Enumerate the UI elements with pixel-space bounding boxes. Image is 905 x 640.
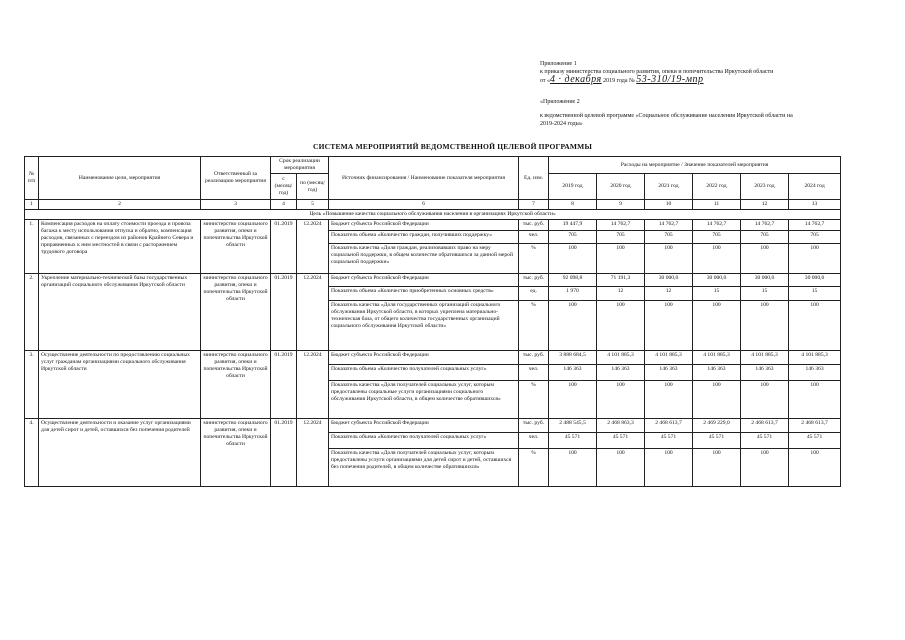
measure-source: Показатель объема «Количество приобретенных основных средств» [329,287,519,301]
measure-value: 705 [741,231,789,244]
measure-unit: % [519,301,549,351]
measure-term-to: 12.2024 [297,274,329,351]
measure-value: 71 191,3 [597,274,645,287]
header-year-2022: 2022 год [693,174,741,200]
measure-source: Показатель качества «Доля государственных организаций социального обслуживания Иркутской области, в которых укреплена материально-техническая база, от общего количества государственных организаций социального обслуживания Иркутской области» [329,301,519,351]
colnum: 11 [693,200,741,210]
measure-value: 30 000,0 [693,274,741,287]
measure-value: 2 468 613,7 [645,419,693,433]
measure-source: Бюджет субъекта Российской Федерации [329,351,519,365]
appendix-2-program-years: 2019-2024 годы» [540,121,583,127]
measure-value: 100 [549,244,597,274]
measure-number: 1. [25,220,39,274]
measure-value: 146 363 [597,365,645,381]
measure-value: 100 [741,244,789,274]
measure-value: 100 [549,449,597,487]
measure-value: 4 101 885,3 [741,351,789,365]
measure-value: 30 000,0 [789,274,841,287]
colnum: 1 [25,200,39,210]
measure-value: 146 363 [741,365,789,381]
measure-value: 45 571 [693,433,741,449]
header-expenses: Расходы на мероприятие / Значение показателей мероприятия [549,157,841,174]
appendix-1-header [540,60,773,85]
measure-value: 100 [645,244,693,274]
measure-value: 45 571 [789,433,841,449]
measure-number: 4. [25,419,39,487]
measure-value: 100 [789,244,841,274]
measure-value: 100 [597,381,645,419]
measure-unit: тыс. руб. [519,274,549,287]
measure-term-from: 01.2019 [271,220,297,274]
colnum: 13 [789,200,841,210]
colnum: 12 [741,200,789,210]
table-row [25,220,841,231]
header-name: Наименование цели, мероприятия [39,157,201,200]
colnum: 10 [645,200,693,210]
measure-value: 100 [645,301,693,351]
measure-value: 146 363 [789,365,841,381]
measure-term-to: 12.2024 [297,351,329,419]
measure-value: 100 [597,244,645,274]
measure-value: 100 [549,301,597,351]
measure-value: 12 [597,287,645,301]
measure-value: 146 363 [693,365,741,381]
colnum: 7 [519,200,549,210]
measure-value: 1 970 [549,287,597,301]
measure-unit: тыс. руб. [519,220,549,231]
measure-value: 705 [693,231,741,244]
table-row [25,274,841,287]
handwritten-order-number: 53-310/19-мпр [636,74,704,85]
appendix-2-program-ref: к ведомственной целевой программе «Социальное обслуживание населения Иркутской области на [540,113,793,119]
measure-responsible: министерство социального развития, опеки и попечительства Иркутской области [201,351,271,419]
measure-value: 45 571 [741,433,789,449]
measure-source: Бюджет субъекта Российской Федерации [329,220,519,231]
measure-value: 705 [597,231,645,244]
measure-value: 30 000,0 [741,274,789,287]
measure-unit: ед. [519,287,549,301]
measure-value: 3 888 684,5 [549,351,597,365]
measure-value: 14 762,7 [741,220,789,231]
measure-responsible: министерство социального развития, опеки и попечительства Иркутской области [201,419,271,487]
measure-value: 100 [549,381,597,419]
measure-term-to: 12.2024 [297,220,329,274]
measure-value: 100 [693,381,741,419]
measure-value: 2 469 229,0 [693,419,741,433]
measure-value: 19 447,9 [549,220,597,231]
appendix-1-order-ref: к приказу министерства социального развития, опеки и попечительства Иркутской области [540,69,774,75]
measure-unit: % [519,381,549,419]
measure-value: 14 762,7 [693,220,741,231]
measure-value: 14 762,7 [645,220,693,231]
measure-value: 15 [693,287,741,301]
measure-term-from: 01.2019 [271,419,297,487]
measure-source: Показатель качества «Доля получателей социальных услуг, которым предоставлены социальные услуги организациями социального обслуживания Иркутской области, в общем количестве обратившихся» [329,381,519,419]
measure-value: 100 [789,381,841,419]
measure-value: 100 [693,301,741,351]
colnum: 9 [597,200,645,210]
measure-value: 4 101 885,3 [693,351,741,365]
header-year-2020: 2020 год [597,174,645,200]
measure-value: 146 363 [549,365,597,381]
measure-value: 100 [597,449,645,487]
measure-value: 45 571 [597,433,645,449]
measure-unit: тыс. руб. [519,351,549,365]
colnum: 4 [271,200,297,210]
colnum: 3 [201,200,271,210]
header-year-2021: 2021 год [645,174,693,200]
measure-number: 2. [25,274,39,351]
measure-responsible: министерство социального развития, опеки и попечительства Иркутской области [201,220,271,274]
measure-value: 14 762,7 [597,220,645,231]
measure-value: 100 [789,449,841,487]
appendix-2-title: «Приложение 2 [540,99,580,105]
goal-row [25,210,841,220]
measure-value: 30 000,0 [645,274,693,287]
measure-value: 12 [645,287,693,301]
measure-value: 100 [741,381,789,419]
measure-unit: тыс. руб. [519,419,549,433]
measure-value: 100 [693,244,741,274]
measure-source: Показатель объема «Количество получателей социальных услуг» [329,365,519,381]
handwritten-date: 4 · декабря [550,74,602,85]
measure-value: 15 [741,287,789,301]
measure-term-to: 12.2024 [297,419,329,487]
colnum: 2 [39,200,201,210]
measure-value: 92 098,8 [549,274,597,287]
header-term-from: с (месяц/ год) [271,174,297,200]
appendix-1-date-line [540,76,773,85]
measure-value: 45 571 [645,433,693,449]
measure-source: Показатель объема «Количество получателей социальных услуг» [329,433,519,449]
measure-name: Компенсация расходов на оплату стоимости проезда и провоза багажа к месту использования отпуска и обратно, компенсация расходов, связанных с переездом из районов Крайнего Севера и приравненных к ним местностей в связи с расторжением трудового договора [39,220,201,274]
measure-unit: чел. [519,433,549,449]
measure-source: Бюджет субъекта Российской Федерации [329,419,519,433]
measure-value: 100 [693,449,741,487]
header-term: Срок реализации мероприятия [271,157,329,174]
measure-value: 2 468 613,7 [789,419,841,433]
document-title: СИСТЕМА МЕРОПРИЯТИЙ ВЕДОМСТВЕННОЙ ЦЕЛЕВОЙ ПРОГРАММЫ [312,142,593,151]
measure-responsible: министерство социального развития, опеки и попечительства Иркутской области [201,274,271,351]
measure-value: 100 [597,301,645,351]
measure-name: Осуществление деятельности по предоставлению социальных услуг гражданам организациями социального обслуживания Иркутской области [39,351,201,419]
header-unit: Ед. изм. [519,157,549,200]
measure-name: Укрепление материально-технической базы государственных организаций социального обслуживания Иркутской области [39,274,201,351]
appendix-1-from-label: от « [540,78,551,84]
header-term-to: по (месяц/ год) [297,174,329,200]
measure-value: 4 101 885,3 [645,351,693,365]
measure-value: 4 101 885,3 [789,351,841,365]
measure-value: 15 [789,287,841,301]
measure-unit: чел. [519,365,549,381]
table-row [25,351,841,365]
header-year-2024: 2024 год [789,174,841,200]
colnum: 5 [297,200,329,210]
measure-name: Осуществление деятельности и оказание услуг организациями для детей сирот и детей, оставшихся без попечения родителей [39,419,201,487]
appendix-1-title: Приложение 1 [540,61,577,67]
measure-value: 705 [789,231,841,244]
header-responsible: Ответственный за реализацию мероприятия [201,157,271,200]
header-year-2023: 2023 год [741,174,789,200]
measure-number: 3. [25,351,39,419]
measure-source: Показатель качества «Доля граждан, реализовавших право на меру социальной поддержки, в общем количестве обратившихся за данной мерой социальной поддержки» [329,244,519,274]
measure-term-from: 01.2019 [271,274,297,351]
measure-value: 100 [645,381,693,419]
measure-value: 4 101 885,3 [597,351,645,365]
appendix-1-year-text: 2019 года № [603,78,635,84]
measure-value: 705 [549,231,597,244]
measures-table [24,156,841,487]
measure-unit: чел. [519,231,549,244]
column-numbers-row [25,200,841,210]
header-year-2019: 2019 год [549,174,597,200]
measure-unit: % [519,449,549,487]
measure-source: Показатель качества «Доля получателей социальных услуг, которым предоставлены услуги организациями для детей сирот и детей, оставшихся без попечения родителей, в общем количестве обратившихся» [329,449,519,487]
colnum: 6 [329,200,519,210]
measure-value: 14 762,7 [789,220,841,231]
measure-unit: % [519,244,549,274]
colnum: 8 [549,200,597,210]
table-row [25,419,841,433]
measure-value: 100 [645,449,693,487]
measure-value: 2 468 863,3 [597,419,645,433]
measure-value: 100 [789,301,841,351]
measure-source: Бюджет субъекта Российской Федерации [329,274,519,287]
measure-value: 100 [741,301,789,351]
measure-term-from: 01.2019 [271,351,297,419]
measure-value: 100 [741,449,789,487]
goal-text: Цель «Повышение качества социального обслуживания населения в организациях Иркутской области» [25,210,841,220]
measure-value: 2 468 613,7 [741,419,789,433]
measure-value: 2 488 545,5 [549,419,597,433]
header-num: № п/п [25,157,39,200]
appendix-2-header [540,98,793,128]
measure-source: Показатель объема «Количество граждан, получивших поддержку» [329,231,519,244]
measure-value: 45 571 [549,433,597,449]
measure-value: 705 [645,231,693,244]
measure-value: 146 363 [645,365,693,381]
header-source: Источник финансирования / Наименование показателя мероприятия [329,157,519,200]
